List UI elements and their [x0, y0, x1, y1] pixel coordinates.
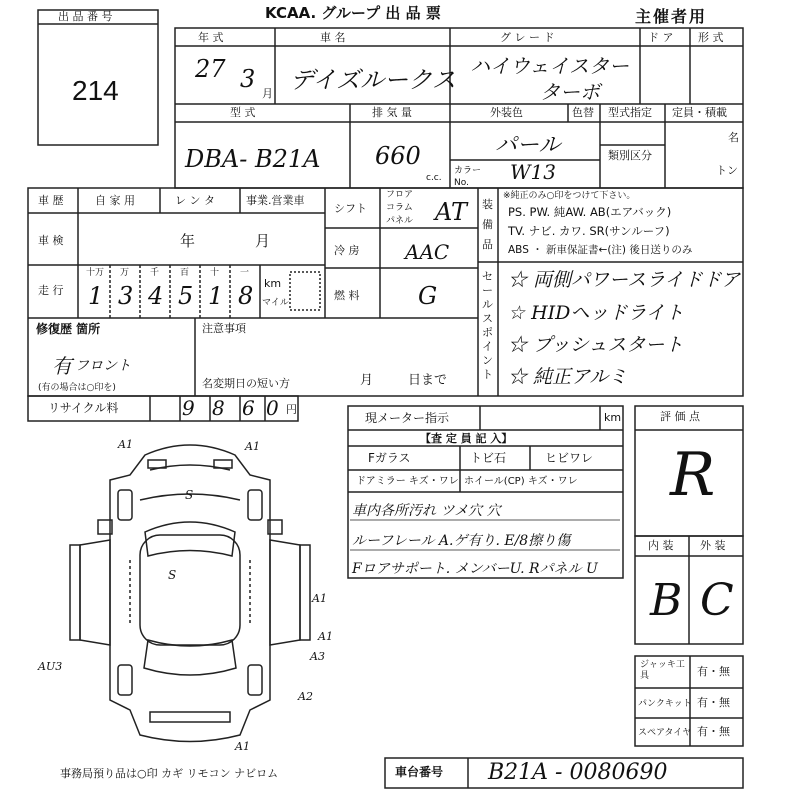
mark-au3-left: AU3 — [38, 660, 63, 673]
repair-value: 有 — [52, 354, 72, 378]
capacity-label: 定員・積載 — [672, 106, 727, 119]
yen-unit: 円 — [286, 403, 297, 416]
mileage-digit-3: 4 — [148, 282, 164, 310]
digit-label-100: 百 — [180, 268, 190, 278]
recycle-fee-label: リサイクル料 — [48, 401, 119, 415]
sales-point-1: ☆ 両側パワースライドドア — [508, 269, 740, 291]
cc-unit: c.c. — [426, 173, 442, 183]
sales-point-2: ☆ HIDヘッドライト — [508, 302, 684, 324]
inspector-note-3: Fロアサポート. メンバーU. Rパネル U — [352, 561, 598, 577]
ac-value: AAC — [405, 240, 450, 264]
recycle-digit-2: 8 — [212, 396, 225, 420]
door-mirror-label — [356, 476, 459, 488]
year-value: 27 — [195, 55, 226, 83]
sales-point-1-text: 両側パワースライドドア — [533, 269, 740, 291]
shift-label: シフト — [334, 202, 367, 215]
sales-point-label: セールスポイント — [482, 270, 493, 381]
inspection-year-label: 年 — [180, 232, 196, 250]
inspector-note-1: 車内各所汚れ ツメ穴 穴 — [352, 503, 501, 519]
mileage-digit-2: 3 — [118, 282, 134, 310]
digit-label-100k: 十万 — [86, 268, 105, 278]
sales-point-4: ☆ 純正アルミ — [508, 366, 628, 388]
digit-label-1k: 千 — [150, 268, 160, 278]
puncture-kit-label: パンクキット — [638, 699, 692, 709]
body-type-label: 形 式 — [698, 31, 724, 44]
shift-value: AT — [435, 198, 468, 226]
mark-a1-front-right: A1 — [245, 440, 260, 453]
stone-chip-label: トビ石 — [470, 451, 507, 465]
mileage-digit-1: 1 — [88, 282, 104, 310]
mileage-digit-5: 1 — [208, 282, 224, 310]
mark-s-hood: S — [185, 488, 194, 502]
car-name-value: デイズルークス — [290, 66, 456, 94]
model-value: DBA- B21A — [185, 145, 321, 173]
equipment-line2: TV. ナビ. カワ. SR(サンルーフ) — [508, 224, 670, 238]
mark-a1-right-rear: A1 — [318, 630, 333, 643]
wheel-text: ホイール(CP) — [464, 476, 525, 487]
meter-label: 現メーター指示 — [365, 411, 450, 425]
type-spec-label: 型式指定 — [608, 106, 652, 119]
grade-line1: ハイウェイスター — [470, 54, 629, 78]
panel-shift-label: パネル — [386, 216, 414, 226]
jack-tools-value: 有・無 — [697, 665, 730, 678]
equipment-line1: PS. PW. 純AW. AB(エアバック) — [508, 205, 672, 219]
fuel-value: G — [418, 282, 438, 310]
spare-tire-label: スペアタイヤ — [638, 728, 692, 738]
spare-tire-value: 有・無 — [697, 725, 730, 738]
sales-point-2-text: HIDヘッドライト — [531, 302, 684, 324]
mark-a3-right: A3 — [310, 650, 325, 663]
inspection-label: 車 検 — [38, 234, 64, 247]
lot-label: 出 品 番 号 — [58, 10, 113, 23]
color-value: パール — [495, 133, 561, 158]
exterior-label: 外 装 — [700, 539, 726, 552]
form-title: KCAA. グループ 出 品 票 — [265, 4, 441, 22]
jack-tools-label: ジャッキ工 具 — [640, 660, 685, 681]
wheel-options: キズ・ワレ — [527, 476, 578, 487]
ac-label: 冷 房 — [334, 244, 360, 257]
inspector-note-2: ルーフレール A.ゲ有り. E/8擦り傷 — [352, 533, 571, 549]
equipment-label: 装備品 — [482, 198, 493, 251]
digit-label-10k: 万 — [120, 268, 130, 278]
equipment-line3: ABS ・ 新車保証書←(注) 後日送りのみ — [508, 244, 693, 256]
deadline-label: 名変期日の短い方 — [202, 377, 290, 390]
month-unit: 月 — [262, 87, 273, 100]
inspection-month-label: 月 — [255, 232, 271, 250]
mileage-digit-4: 5 — [178, 282, 194, 310]
repair-history-label: 修復歴 箇所 — [36, 322, 101, 336]
sales-point-3-text: プッシュスタート — [533, 334, 684, 356]
displacement-value: 660 — [375, 142, 421, 170]
score-value: R — [670, 440, 716, 510]
organizer-copy-label: 主催者用 — [635, 7, 708, 26]
digit-label-10: 十 — [210, 268, 220, 278]
private-use-label: 自 家 用 — [95, 194, 135, 207]
km-label: km — [264, 277, 282, 290]
door-label: ド ア — [648, 31, 674, 44]
repair-detail: フロント — [75, 358, 131, 374]
door-mirror-options: キズ・ワレ — [408, 476, 459, 487]
class-label: 類別区分 — [608, 149, 652, 162]
year-label: 年 式 — [198, 31, 224, 44]
mark-a1-front-left: A1 — [118, 438, 133, 451]
caution-label: 注意事項 — [202, 322, 246, 335]
deadline-day: 日まで — [408, 373, 448, 388]
deadline-month: 月 — [360, 373, 374, 388]
lot-number: 214 — [72, 75, 119, 106]
crack-label: ヒビワレ — [545, 451, 594, 465]
repair-note: (有の場合は○印を) — [38, 383, 116, 393]
color-change-label: 色替 — [572, 106, 594, 119]
inspector-section-title: 【査 定 員 記 入】 — [420, 432, 513, 445]
exterior-score: C — [700, 575, 734, 626]
exterior-color-label: 外装色 — [490, 106, 523, 119]
equipment-note: ※純正のみ○印をつけて下さい。 — [503, 191, 636, 201]
meter-km-label: km — [604, 411, 622, 424]
score-label: 評 価 点 — [660, 410, 700, 423]
mark-a1-rear: A1 — [235, 740, 250, 753]
column-shift-label: コラム — [386, 203, 413, 213]
recycle-digit-4: 0 — [266, 396, 279, 420]
month-value: 3 — [240, 65, 256, 93]
puncture-kit-value: 有・無 — [697, 696, 730, 709]
color-no-value: W13 — [510, 160, 557, 184]
grade-line2: ターボ — [540, 80, 600, 104]
history-label: 車 歴 — [38, 194, 64, 207]
displacement-label: 排 気 量 — [372, 106, 412, 119]
chassis-number: B21A - 0080690 — [488, 760, 668, 785]
seat-unit: 名 — [728, 131, 739, 144]
interior-label: 内 装 — [648, 539, 674, 552]
floor-shift-label: フロア — [386, 190, 414, 200]
windshield-label: Fガラス — [368, 451, 411, 465]
grade-label: グ レ ー ド — [500, 31, 555, 44]
door-mirror-text: ドアミラー — [356, 476, 406, 487]
wheel-label — [464, 476, 578, 488]
sales-point-3: ☆ プッシュスタート — [508, 334, 684, 356]
model-label: 型 式 — [230, 106, 256, 119]
digit-label-1: 一 — [240, 268, 250, 278]
mark-a1-right-door: A1 — [312, 592, 327, 605]
interior-score: B — [650, 575, 683, 626]
office-items-note: 事務局預り品は○印 カギ リモコン ナビロム — [60, 767, 279, 780]
ton-unit: トン — [716, 164, 738, 177]
mileage-digit-6: 8 — [238, 282, 254, 310]
business-use-label: 事業.営業車 — [246, 194, 305, 207]
mileage-label: 走 行 — [38, 284, 64, 297]
chassis-label: 車台番号 — [395, 765, 444, 779]
recycle-digit-1: 9 — [182, 396, 195, 420]
mark-a2-right: A2 — [298, 690, 313, 703]
color-no-label: カラー No. — [454, 166, 482, 188]
car-name-label: 車 名 — [320, 31, 346, 44]
recycle-digit-3: 6 — [242, 396, 255, 420]
mile-label: マイル — [262, 298, 289, 308]
sales-point-4-text: 純正アルミ — [533, 366, 628, 388]
rental-label: レ ン タ — [175, 194, 215, 207]
mark-s-roof: S — [168, 568, 177, 582]
fuel-label: 燃 料 — [334, 289, 360, 302]
